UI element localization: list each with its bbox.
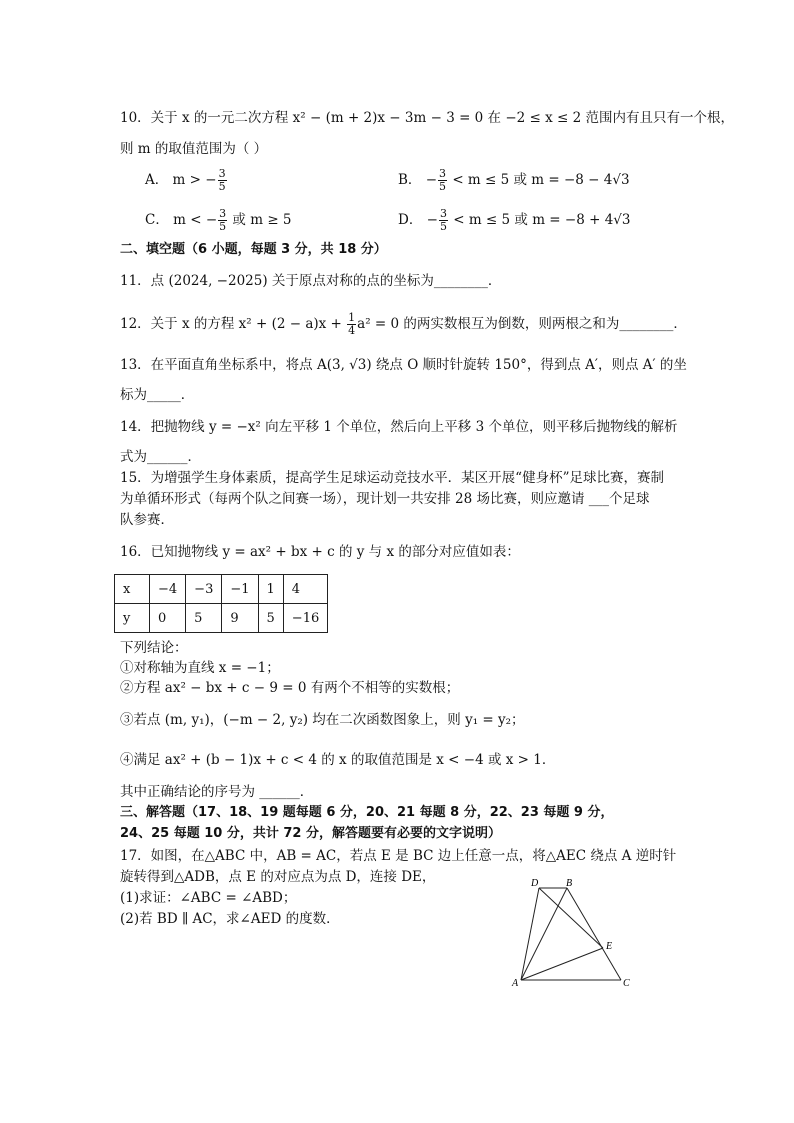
table-header-x: x [115, 575, 150, 604]
q13-line2: 标为_____． [120, 387, 195, 403]
q16-intro: 16．已知抛物线 y = ax² + bx + c 的 y 与 x 的部分对应值如表： [120, 544, 520, 560]
label-e: E [606, 941, 613, 952]
table-cell: −4 [150, 575, 186, 604]
q14-line2: 式为______． [120, 449, 201, 465]
table-cell: 4 [283, 575, 327, 604]
q15-line3: 队参赛． [120, 512, 174, 528]
q13-line1: 13．在平面直角坐标系中，将点 A(3, √3) 绕点 O 顺时针旋转 150°，得到点 A′，则点 A′ 的坐 [120, 357, 687, 373]
table-row [115, 575, 328, 604]
q16-lead: 下列结论： [120, 640, 188, 656]
q10-option-c: C． m < − $\frac{3}{5}$ 或 m ≥ 5 [145, 207, 292, 233]
q10-line1: 10．关于 x 的一元二次方程 x² − (m + 2)x − 3m − 3 = 0 在 −2 ≤ x ≤ 2 范围内有且只有一个根， [120, 110, 735, 126]
section-2-heading: 二、填空题（6 小题，每题 3 分，共 18 分） [120, 242, 387, 257]
q10-line2: 则 m 的取值范围为（ ） [120, 141, 268, 157]
q17-part1: (1)求证：∠ABC = ∠ABD； [120, 890, 297, 906]
label-b: B [566, 878, 573, 889]
segment-ab [521, 888, 567, 980]
q16-conclusion-3: ③若点 (m, y₁)，(−m − 2, y₂) 均在二次函数图象上，则 y₁ = y₂； [120, 712, 525, 728]
q15-line1: 15．为增强学生身体素质，提高学生足球运动竞技水平．某区开展“健身杯”足球比赛，赛制 [120, 470, 664, 486]
segment-bc [567, 888, 621, 980]
q17-line2: 旋转得到△ADB，点 E 的对应点为点 D，连接 DE， [120, 869, 436, 885]
fraction: $\frac{3}{5}$ [218, 167, 226, 193]
fraction: $\frac{3}{5}$ [439, 207, 447, 233]
segment-de [539, 888, 603, 948]
q16-conclusion-1: ①对称轴为直线 x = −1； [120, 660, 280, 676]
q15-line2: 为单循环形式（每两个队之间赛一场），现计划一共安排 28 场比赛，则应邀请 ___个足球 [120, 491, 650, 507]
fraction: $\frac{1}{4}$ [348, 311, 356, 337]
geometry-figure [505, 876, 645, 990]
table-cell: −3 [186, 575, 222, 604]
table-cell: 9 [222, 604, 258, 633]
q17-line1: 17．如图，在△ABC 中，AB = AC，若点 E 是 BC 边上任意一点，将△AEC 绕点 A 逆时针 [120, 848, 677, 864]
q12: 12．关于 x 的方程 x² + (2 − a)x + $\frac{1}{4}$ a² = 0 的两实数根互为倒数，则两根之和为________． [120, 311, 687, 337]
q17-part2: (2)若 BD ∥ AC，求∠AED 的度数． [120, 911, 340, 927]
table-header-y: y [115, 604, 150, 633]
label-d: D [531, 878, 539, 889]
table-cell: −16 [283, 604, 327, 633]
q14-line1: 14．把抛物线 y = −x² 向左平移 1 个单位，然后向上平移 3 个单位，则平移后抛物线的解析 [120, 419, 678, 435]
q10-option-a [145, 168, 228, 193]
q10-option-d: D． − $\frac{3}{5}$ < m ≤ 5 或 m = −8 + 4√3 [398, 207, 631, 233]
segment-ad [521, 888, 539, 980]
q16-conclusion-4: ④满足 ax² + (b − 1)x + c < 4 的 x 的取值范围是 x < −4 或 x > 1． [120, 752, 556, 768]
table-cell: 0 [150, 604, 186, 633]
fraction: $\frac{3}{5}$ [439, 167, 447, 193]
q10-option-a-text: A． m > − [145, 172, 217, 188]
fraction: $\frac{3}{5}$ [219, 207, 227, 233]
q10-option-b: B． − $\frac{3}{5}$ < m ≤ 5 或 m = −8 − 4√3 [398, 167, 630, 193]
segment-ae [521, 948, 603, 980]
table-cell: 1 [258, 575, 283, 604]
table-cell: 5 [186, 604, 222, 633]
q11: 11．点 (2024, −2025) 关于原点对称的点的坐标为________． [120, 273, 502, 289]
table-cell: 5 [258, 604, 283, 633]
q16-conclusion-2: ②方程 ax² − bx + c − 9 = 0 有两个不相等的实数根； [120, 680, 460, 696]
table-cell: −1 [222, 575, 258, 604]
label-c: C [623, 978, 630, 989]
section-3-heading-line2: 24、25 每题 10 分，共计 72 分，解答题要有必要的文字说明） [120, 826, 501, 841]
q16-ask: 其中正确结论的序号为 ______． [120, 784, 314, 800]
table-row [115, 604, 328, 633]
value-table [114, 574, 328, 633]
label-a: A [512, 978, 519, 989]
section-3-heading-line1: 三、解答题（17、18、19 题每题 6 分，20、21 每题 8 分，22、23 每题 9 分， [120, 805, 614, 820]
